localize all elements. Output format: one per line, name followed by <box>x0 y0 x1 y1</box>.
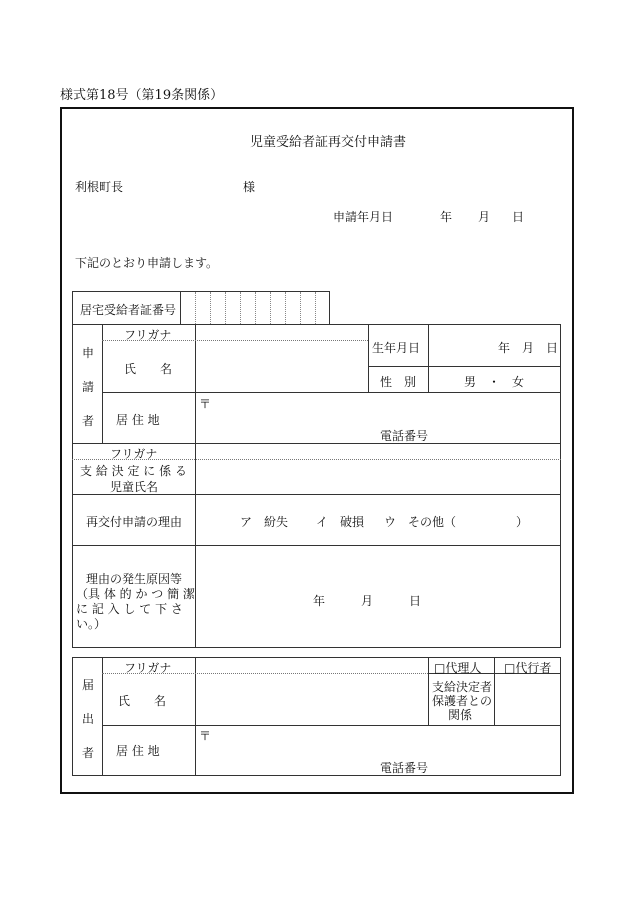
child-furigana-input[interactable] <box>196 444 560 459</box>
cause-label-line4: い。） <box>76 617 107 631</box>
submitter-label-2: 出 <box>82 712 95 726</box>
submitter-label-3: 者 <box>82 746 95 760</box>
submitter-phone-label: 電話番号 <box>380 761 429 775</box>
application-date-year[interactable]: 年 <box>440 210 453 224</box>
cause-label-line2: （具 体 的 か つ 簡 潔 <box>76 587 195 601</box>
applicant-name-label: 氏 名 <box>124 362 173 376</box>
applicant-address-input[interactable] <box>196 393 560 442</box>
reason-option-damaged[interactable]: イ 破損 <box>316 515 365 529</box>
submitter-address-label: 居 住 地 <box>116 744 160 758</box>
agent-checkbox[interactable]: □代理人 <box>434 661 482 675</box>
applicant-furigana-label: フリガナ <box>124 328 172 342</box>
applicant-gender-label: 性 別 <box>380 375 417 389</box>
submitter-furigana-input[interactable] <box>196 658 427 673</box>
form-title: 児童受給者証再交付申請書 <box>250 135 407 150</box>
applicant-furigana-input[interactable] <box>196 325 367 340</box>
applicant-gender-select[interactable]: 男 ・ 女 <box>464 375 525 389</box>
application-date-day[interactable]: 日 <box>512 210 525 224</box>
form-number: 様式第18号（第19条関係） <box>60 88 224 103</box>
certificate-number-label: 居宅受給者証番号 <box>80 303 177 317</box>
reason-option-lost[interactable]: ア 紛失 <box>240 515 289 529</box>
application-date-label: 申請年月日 <box>333 210 394 224</box>
relation-label-line3: 関係 <box>448 708 473 722</box>
applicant-postal-mark: 〒 <box>199 397 212 411</box>
applicant-phone-label: 電話番号 <box>380 429 429 443</box>
cause-date-day: 日 <box>409 594 422 608</box>
applicant-address-label: 居 住 地 <box>116 413 160 427</box>
relation-label-line2: 保護者との <box>432 694 493 708</box>
cause-date-month: 月 <box>361 594 374 608</box>
submitter-postal-mark: 〒 <box>199 729 212 743</box>
addressee-name: 利根町長 <box>75 180 124 194</box>
child-label-line2: 児童氏名 <box>110 480 159 494</box>
cause-input[interactable] <box>196 546 560 647</box>
applicant-label-3: 者 <box>82 414 95 428</box>
child-label-line1: 支 給 決 定 に 係 る <box>80 464 187 478</box>
child-furigana-label: フリガナ <box>110 447 158 461</box>
cause-label-line1: 理由の発生原因等 <box>86 572 183 586</box>
submitter-address-input[interactable] <box>196 726 560 775</box>
applicant-birthdate-input[interactable]: 年 月 日 <box>498 341 559 355</box>
applicant-name-input[interactable] <box>196 341 367 391</box>
certificate-number-input[interactable] <box>181 292 329 324</box>
cause-label-line3: に 記 入 し て 下 さ <box>76 602 183 616</box>
relation-input[interactable] <box>495 674 560 724</box>
applicant-birthdate-label: 生年月日 <box>372 341 421 355</box>
submitter-name-input[interactable] <box>196 674 427 724</box>
application-date-month[interactable]: 月 <box>478 210 491 224</box>
reason-option-other[interactable]: ウ その他（ ） <box>384 515 529 529</box>
addressee-honorific: 様 <box>243 180 256 194</box>
submitter-label-1: 届 <box>82 678 95 692</box>
proxy-checkbox[interactable]: □代行者 <box>504 661 552 675</box>
submitter-name-label: 氏 名 <box>118 694 167 708</box>
submitter-furigana-label: フリガナ <box>124 661 172 675</box>
cause-date-year: 年 <box>313 594 326 608</box>
applicant-label-2: 請 <box>82 380 95 394</box>
intro-text: 下記のとおり申請します。 <box>75 256 219 270</box>
relation-label-line1: 支給決定者 <box>432 680 493 694</box>
child-name-input[interactable] <box>196 460 560 493</box>
applicant-label-1: 申 <box>82 346 95 360</box>
reissue-reason-label: 再交付申請の理由 <box>86 515 183 529</box>
